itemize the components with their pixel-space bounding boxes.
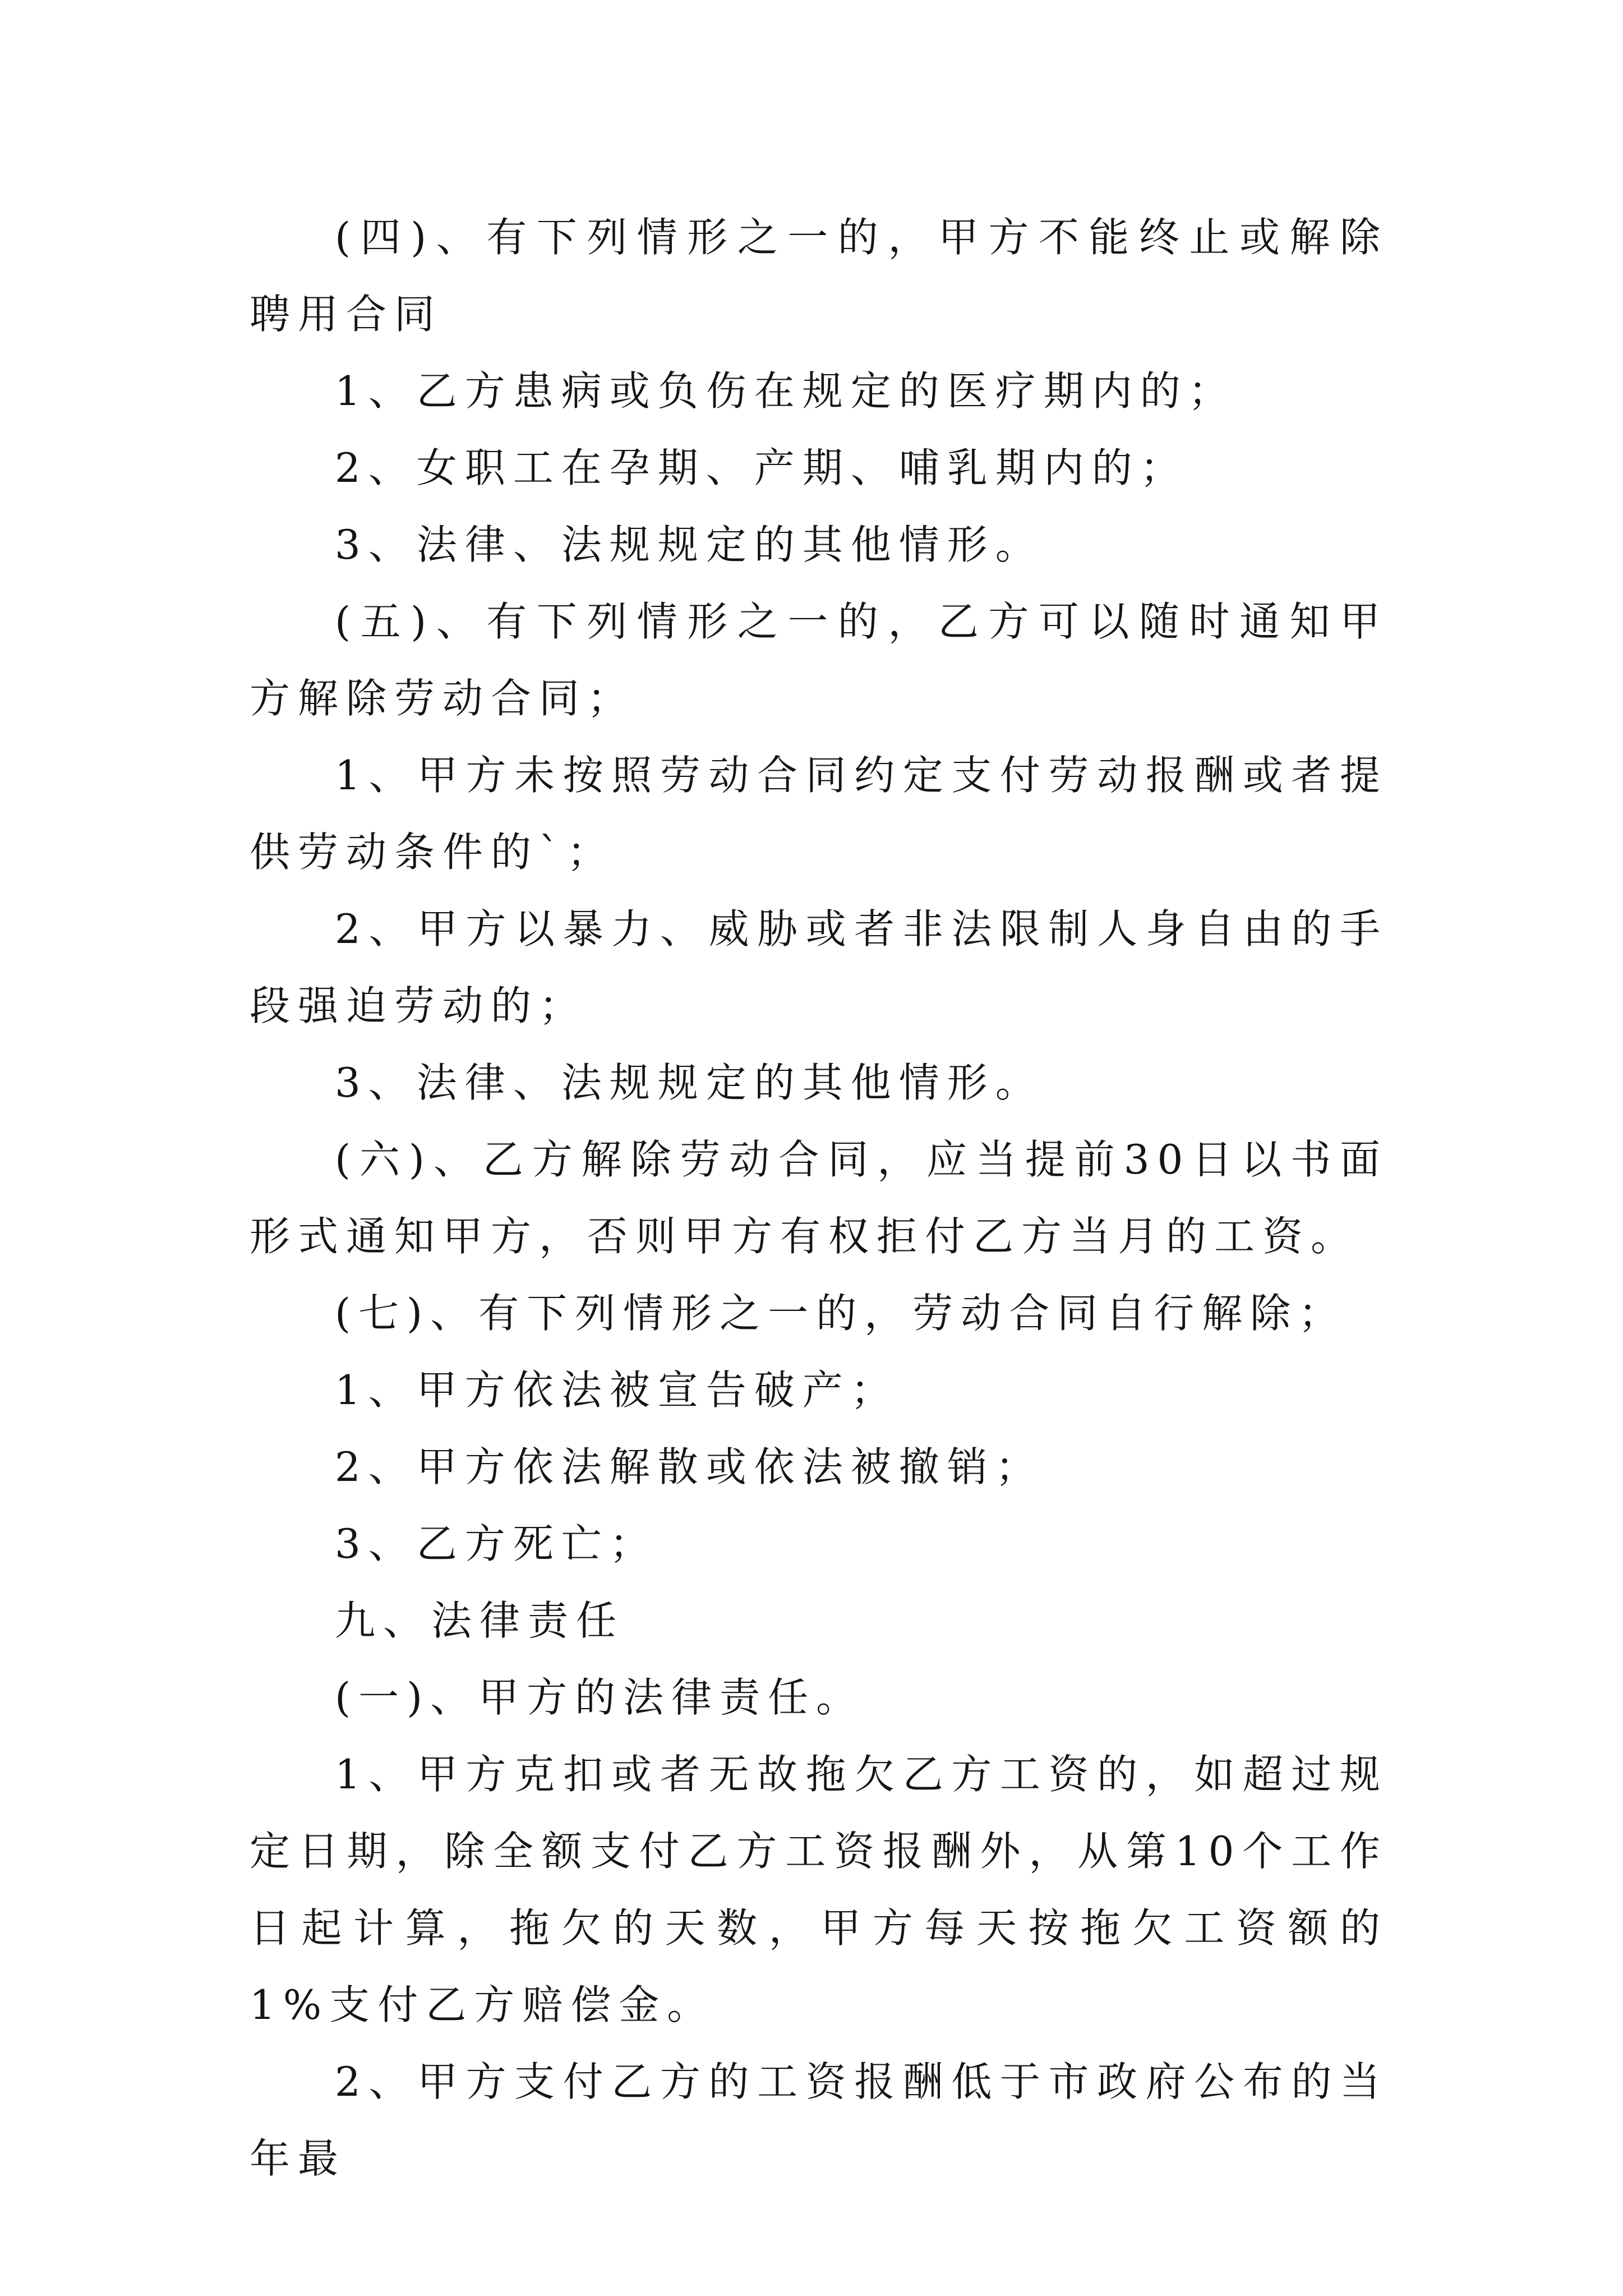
document-body xyxy=(250,199,1388,2197)
section-heading-legal-liability: 九、法律责任 xyxy=(335,1597,625,1644)
paragraph-liability-1-item-1: 1、甲方克扣或者无故拖欠乙方工资的，如超过规定日期，除全额支付乙方工资报酬外，从第10个工作日起计算，拖欠的天数，甲方每天按拖欠工资额的1%支付乙方赔偿金。 xyxy=(250,1751,1388,2028)
paragraph-clause-4-item-1: 1、乙方患病或负伤在规定的医疗期内的； xyxy=(335,367,1237,415)
paragraph-liability-1-item-2: 2、甲方支付乙方的工资报酬低于市政府公布的当年最 xyxy=(250,2058,1388,2182)
paragraph-clause-5-heading: (五)、有下列情形之一的，乙方可以随时通知甲方解除劳动合同； xyxy=(250,598,1388,722)
paragraph-clause-4-item-3: 3、法律、法规规定的其他情形。 xyxy=(335,521,1044,568)
paragraph-clause-7-item-3: 3、乙方死亡； xyxy=(335,1520,658,1567)
paragraph-clause-4-heading: (四)、有下列情形之一的，甲方不能终止或解除聘用合同 xyxy=(250,214,1388,338)
paragraph-clause-6: (六)、乙方解除劳动合同，应当提前30日以书面形式通知甲方，否则甲方有权拒付乙方当月的工资。 xyxy=(250,1136,1388,1260)
paragraph-clause-5-item-2: 2、甲方以暴力、威胁或者非法限制人身自由的手段强迫劳动的； xyxy=(250,905,1388,1029)
paragraph-liability-1-heading: (一)、甲方的法律责任。 xyxy=(335,1674,865,1721)
paragraph-clause-7-item-1: 1、甲方依法被宣告破产； xyxy=(335,1366,899,1414)
paragraph-clause-5-item-1: 1、甲方未按照劳动合同约定支付劳动报酬或者提供劳动条件的`； xyxy=(250,752,1388,876)
paragraph-clause-5-item-3: 3、法律、法规规定的其他情形。 xyxy=(335,1059,1044,1106)
paragraph-clause-7-item-2: 2、甲方依法解散或依法被撤销； xyxy=(335,1443,1044,1490)
paragraph-clause-7-heading: (七)、有下列情形之一的，劳动合同自行解除； xyxy=(335,1290,1347,1337)
paragraph-clause-4-item-2: 2、女职工在孕期、产期、哺乳期内的； xyxy=(335,444,1188,491)
